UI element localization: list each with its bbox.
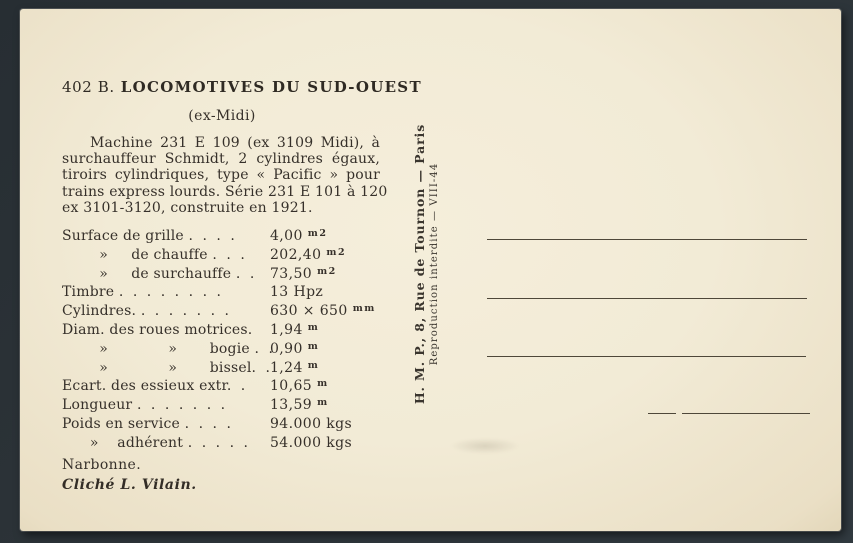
- description-paragraph: [62, 135, 388, 216]
- spec-label: Longueur . . . . . . .: [62, 397, 226, 414]
- postcard-back: [20, 9, 841, 531]
- spec-row: [62, 282, 382, 301]
- spec-label: Surface de grille . . . .: [62, 228, 236, 245]
- address-line-4: [682, 413, 810, 414]
- page-title: LOCOMOTIVES DU SUD-OUEST: [120, 78, 422, 96]
- spec-value: 54.000 kgs: [270, 434, 353, 451]
- spec-row: [62, 320, 382, 339]
- spec-label: » de chauffe . . .: [62, 246, 245, 263]
- card-title-line: [62, 77, 422, 97]
- spec-label: » » bogie . .: [62, 340, 274, 357]
- description-line: trains express lourds. Série 231 E 101 à 120: [62, 183, 388, 200]
- spec-unit: mm: [352, 303, 376, 315]
- spec-label: Timbre . . . . . . . .: [62, 284, 222, 301]
- spec-unit: m: [307, 340, 320, 352]
- spec-value: 13,59: [270, 397, 313, 414]
- spec-value: 0,90: [270, 340, 303, 357]
- card-subtitle: (ex-Midi): [188, 108, 256, 124]
- spec-unit: m2: [307, 228, 328, 240]
- address-line-4-segment: [648, 413, 676, 414]
- spec-row: [62, 376, 382, 395]
- spec-row: [62, 226, 382, 245]
- spec-label: Poids en service . . . .: [62, 415, 232, 432]
- spec-value: 13 Hpz: [270, 284, 324, 301]
- address-line-2: [487, 298, 807, 299]
- description-line: tiroirs cylindriques, type « Pacific » pour: [62, 167, 380, 184]
- location-text: Narbonne.: [62, 456, 142, 473]
- spec-unit: m: [317, 397, 329, 409]
- spec-unit: m: [317, 378, 329, 390]
- spec-value: 1,24: [270, 359, 303, 376]
- spec-row: [62, 245, 382, 264]
- spec-row: [62, 301, 382, 320]
- publisher-line2: Reproduction interdite — VIII-44: [429, 162, 440, 366]
- spec-value: 630 × 650: [270, 303, 348, 320]
- spec-table: [62, 226, 382, 452]
- address-line-3: [487, 356, 806, 357]
- spec-value: 4,00: [270, 228, 303, 245]
- paper-smudge: [450, 438, 520, 454]
- spec-unit: m: [307, 322, 320, 333]
- spec-label: Ecart. des essieux extr. .: [62, 378, 246, 395]
- spec-unit: m2: [317, 265, 337, 277]
- publisher-imprint: [411, 114, 447, 414]
- spec-row: [62, 433, 382, 452]
- credit-text: Cliché L. Vilain.: [62, 477, 197, 493]
- spec-value: 94.000 kgs: [270, 415, 353, 432]
- spec-row: [62, 395, 382, 414]
- spec-row: [62, 339, 382, 358]
- spec-value: 10,65: [270, 378, 313, 395]
- spec-value: 202,40: [270, 246, 322, 263]
- spec-label: » » bissel. .: [62, 359, 271, 376]
- spec-label: » adhérent . . . . .: [62, 434, 249, 451]
- card-number: 402 B.: [62, 78, 115, 96]
- spec-value: 73,50: [270, 265, 313, 282]
- spec-unit: m2: [326, 246, 347, 258]
- spec-label: Cylindres. . . . . . . .: [62, 303, 230, 320]
- address-line-1: [487, 239, 807, 240]
- spec-label: » de surchauffe . .: [62, 265, 255, 282]
- description-line: ex 3101-3120, construite en 1921.: [62, 199, 313, 216]
- spec-unit: m: [307, 359, 320, 371]
- spec-row: [62, 414, 382, 433]
- spec-row: [62, 264, 382, 283]
- description-line: surchauffeur Schmidt, 2 cylindres égaux,: [62, 151, 380, 168]
- spec-value: 1,94: [270, 322, 303, 338]
- spec-row: [62, 358, 382, 377]
- description-line: Machine 231 E 109 (ex 3109 Midi), à: [90, 135, 380, 151]
- spec-label: Diam. des roues motrices.: [62, 322, 253, 338]
- publisher-line1: H. M. P., 8, Rue de Tournon — Paris: [412, 123, 427, 405]
